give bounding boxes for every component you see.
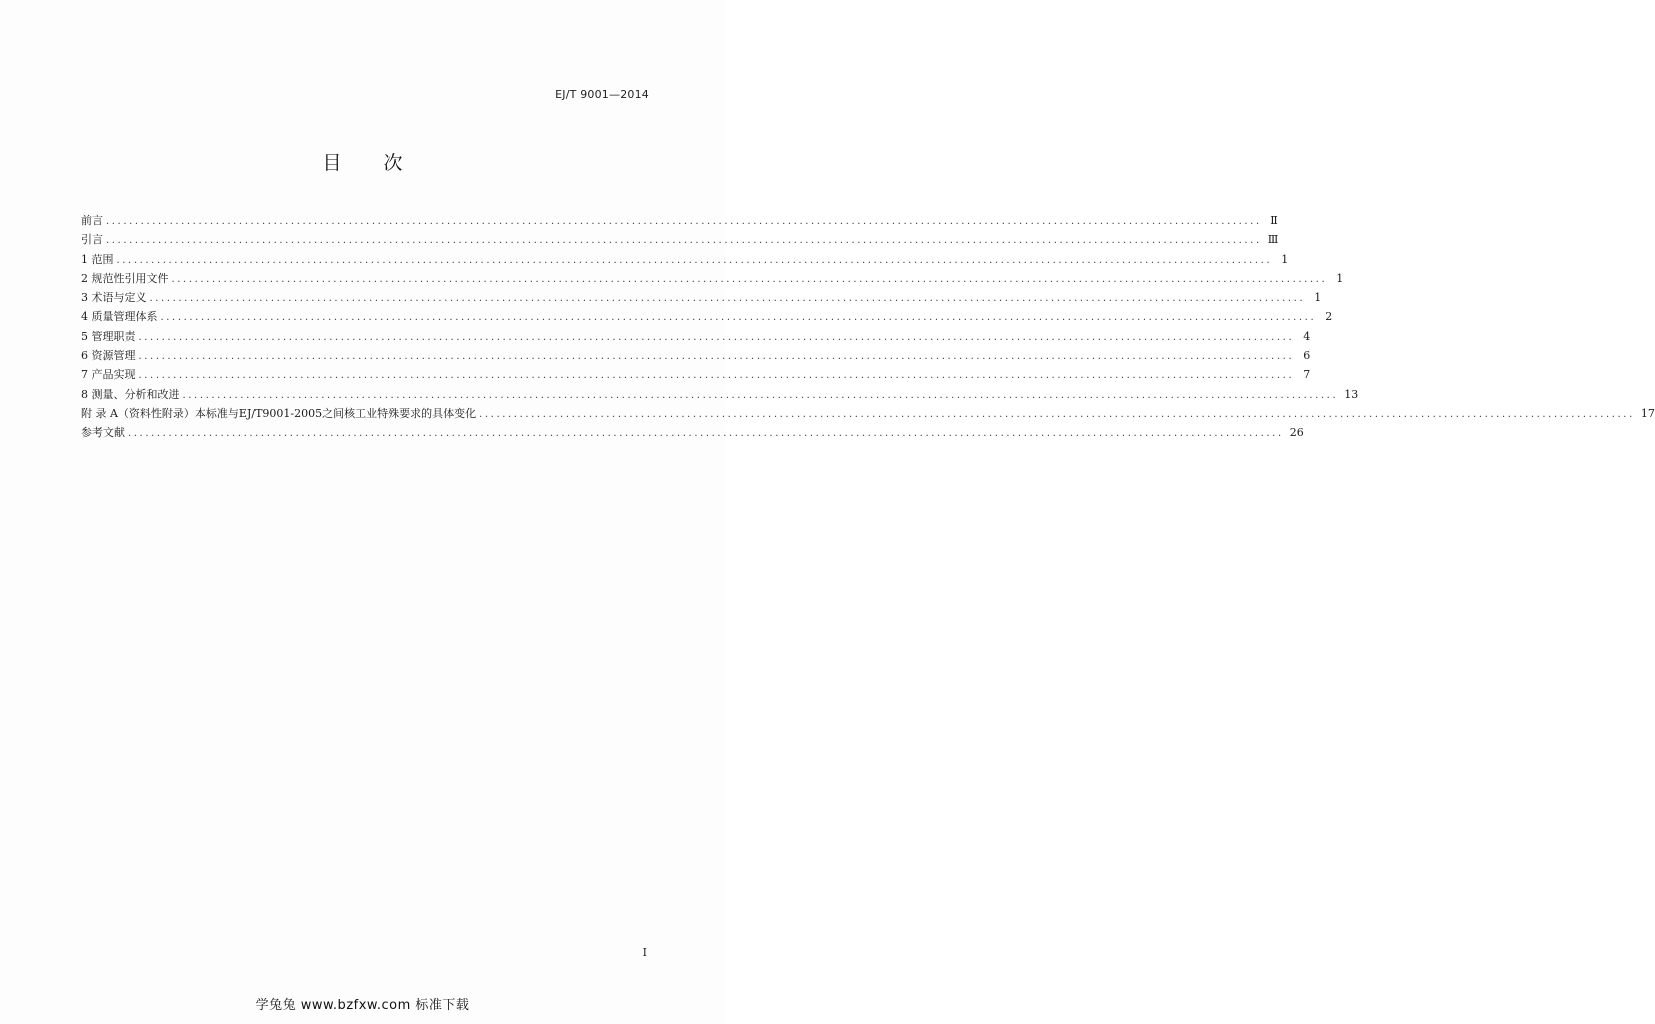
toc-entry-label: 前言 (81, 214, 103, 227)
toc-leader-dots: ........................................................................................................................................................................................................ (138, 370, 1295, 382)
toc-entry-page: 13 (1344, 387, 1359, 401)
toc-entry-bibliography[interactable] (81, 423, 1304, 442)
toc-entry-label: 8 测量、分析和改进 (81, 387, 180, 401)
table-of-contents (81, 211, 1655, 443)
toc-entry-introduction[interactable] (81, 230, 1279, 249)
toc-leader-dots: ........................................................................................................................................................................................................ (160, 312, 1317, 324)
toc-entry-page: 7 (1303, 368, 1311, 382)
toc-leader-dots: ........................................................................................................................................................................................................ (138, 331, 1295, 343)
toc-leader-dots: ........................................................................................................................................................................................................ (182, 389, 1339, 401)
toc-entry-page: 1 (1281, 252, 1289, 266)
toc-entry-product-realization[interactable] (81, 365, 1311, 384)
toc-entry-label: 5 管理职责 (81, 329, 136, 343)
toc-leader-dots: ........................................................................................................................................................................................................ (106, 216, 1262, 227)
toc-entry-page: Ⅲ (1267, 233, 1279, 247)
toc-entry-page: 2 (1325, 310, 1333, 324)
toc-leader-dots: ........................................................................................................................................................................................................ (479, 408, 1635, 420)
toc-entry-appendix-a[interactable] (81, 404, 1655, 423)
toc-leader-dots: ........................................................................................................................................................................................................ (171, 273, 1328, 285)
toc-entry-label: 7 产品实现 (81, 368, 136, 382)
page-number: I (642, 946, 647, 959)
toc-entry-label: 引言 (81, 233, 103, 247)
toc-entry-label: 2 规范性引用文件 (81, 271, 169, 285)
toc-leader-dots: ........................................................................................................................................................................................................ (128, 428, 1284, 440)
toc-title: 目 次 (322, 152, 421, 174)
toc-entry-normative-references[interactable] (81, 269, 1344, 288)
toc-entry-preface[interactable] (81, 211, 1278, 230)
toc-leader-dots: ........................................................................................................................................................................................................ (116, 254, 1273, 266)
toc-entry-page: Ⅱ (1270, 214, 1278, 227)
watermark-text: 学兔兔 www.bzfxw.com 标准下载 (255, 998, 470, 1013)
toc-entry-page: 1 (1336, 271, 1344, 285)
toc-entry-page: 4 (1303, 329, 1311, 343)
toc-entry-label: 1 范围 (81, 252, 114, 266)
toc-entry-measurement-analysis[interactable] (81, 385, 1359, 404)
toc-entry-page: 26 (1289, 426, 1304, 440)
toc-entry-label: 6 资源管理 (81, 349, 136, 363)
toc-entry-label: 附 录 A（资料性附录）本标准与EJ/T9001-2005之间核工业特殊要求的具体变化 (81, 406, 477, 420)
toc-leader-dots: ........................................................................................................................................................................................................ (138, 351, 1295, 363)
toc-entry-management-responsibility[interactable] (81, 327, 1311, 346)
toc-entry-page: 6 (1303, 349, 1311, 363)
toc-leader-dots: ........................................................................................................................................................................................................ (106, 235, 1262, 247)
standard-code: EJ/T 9001—2014 (555, 88, 649, 101)
toc-entry-page: 1 (1314, 291, 1322, 305)
toc-entry-terms-definitions[interactable] (81, 288, 1322, 307)
toc-entry-resource-management[interactable] (81, 346, 1311, 365)
toc-entry-label: 4 质量管理体系 (81, 310, 158, 324)
toc-entry-label: 3 术语与定义 (81, 291, 147, 305)
toc-entry-label: 参考文献 (81, 426, 125, 440)
toc-leader-dots: ........................................................................................................................................................................................................ (149, 293, 1306, 305)
toc-entry-scope[interactable] (81, 250, 1289, 269)
toc-entry-quality-system[interactable] (81, 307, 1333, 326)
toc-entry-page: 17 (1640, 406, 1655, 420)
